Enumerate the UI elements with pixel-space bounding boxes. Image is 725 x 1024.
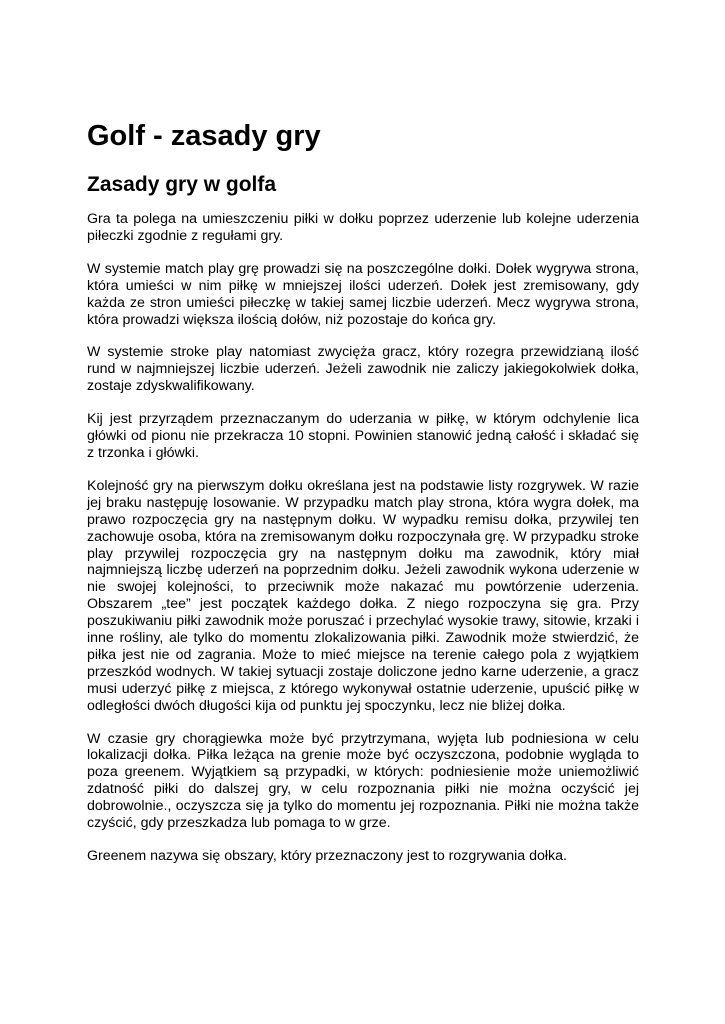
- document-title: Golf - zasady gry: [87, 120, 321, 152]
- paragraph-stroke-play: W systemie stroke play natomiast zwycięża gracz, który rozegra przewidzianą ilość rund w najmniejszej liczbie uderzeń. Jeżeli zawodnik nie zaliczy jakiegokolwiek dołka, zostaje zdyskwalifikowany.: [87, 344, 639, 395]
- paragraph-order-of-play: Kolejność gry na pierwszym dołku określana jest na podstawie listy rozgrywek. W razie jej braku następuję losowanie. W przypadku match play strona, która wygra dołek, ma prawo rozpoczęcia gry na następnym dołku. W wypadku remisu dołka, przywilej ten zachowuje osoba, która na zremisowanym dołku rozpoczynała grę. W przypadku stroke play przywilej rozpoczęcia gry na następnym dołku ma zawodnik, który miał najmniejszą liczbę uderzeń na poprzednim dołku. Jeżeli zawodnik wykona uderzenie w nie swojej kolejności, to przeciwnik może nakazać mu powtórzenie uderzenia. Obszarem „tee” jest początek każdego dołka. Z niego rozpoczyna się gra. Przy poszukiwaniu piłki zawodnik może poruszać i przechylać wysokie trawy, sitowie, krzaki i inne rośliny, ale tylko do momentu zlokalizowania piłki. Zawodnik może stwierdzić, że piłka jest nie od zagrania. Może to mieć miejsce na terenie całego pola z wyjątkiem przeszkód wodnych. W takiej sytuacji zostaje doliczone jedno karne uderzenie, a gracz musi uderzyć piłkę z miejsca, z którego wykonywał ostatnie uderzenie, upuścić piłkę w odległości dwóch długości kija od punktu jej spoczynku, lecz nie bliżej dołka.: [87, 477, 639, 714]
- paragraph-club: Kij jest przyrządem przeznaczanym do uderzania w piłkę, w którym odchylenie lica główki od pionu nie przekracza 10 stopni. Powinien stanowić jedną całość i składać się z trzonka i główki.: [87, 411, 639, 461]
- document-body: [87, 211, 639, 881]
- paragraph-green: Greenem nazywa się obszary, który przeznaczony jest to rozgrywania dołka.: [87, 848, 567, 864]
- paragraph-intro: Gra ta polega na umieszczeniu piłki w dołku poprzez uderzenie lub kolejne uderzenia piłeczki zgodnie z regułami gry.: [87, 211, 639, 244]
- paragraph-match-play: W systemie match play grę prowadzi się na poszczególne dołki. Dołek wygrywa strona, która umieści w nim piłkę w mniejszej ilości uderzeń. Dołek jest zremisowany, gdy każda ze stron umieści piłeczkę w takiej samej liczbie uderzeń. Mecz wygrywa strona, która prowadzi większa ilością dołów, niż pozostaje do końca gry.: [87, 260, 639, 328]
- document-subtitle: Zasady gry w golfa: [87, 173, 277, 196]
- paragraph-flagstick: W czasie gry chorągiewka może być przytrzymana, wyjęta lub podniesiona w celu lokalizacji dołka. Piłka leżąca na grenie może być oczyszczona, podobnie wygląda to poza greenem. Wyjątkiem są przypadki, w których: podniesienie może uniemożliwić zdatność piłki do dalszej gry, w celu rozpoznania piłki nie można oczyścić jej dobrowolnie., oczyszcza się ja tylko do momentu jej rozpoznania. Piłki nie można także czyścić, gdy przeszkadza lub pomaga to w grze.: [87, 730, 639, 832]
